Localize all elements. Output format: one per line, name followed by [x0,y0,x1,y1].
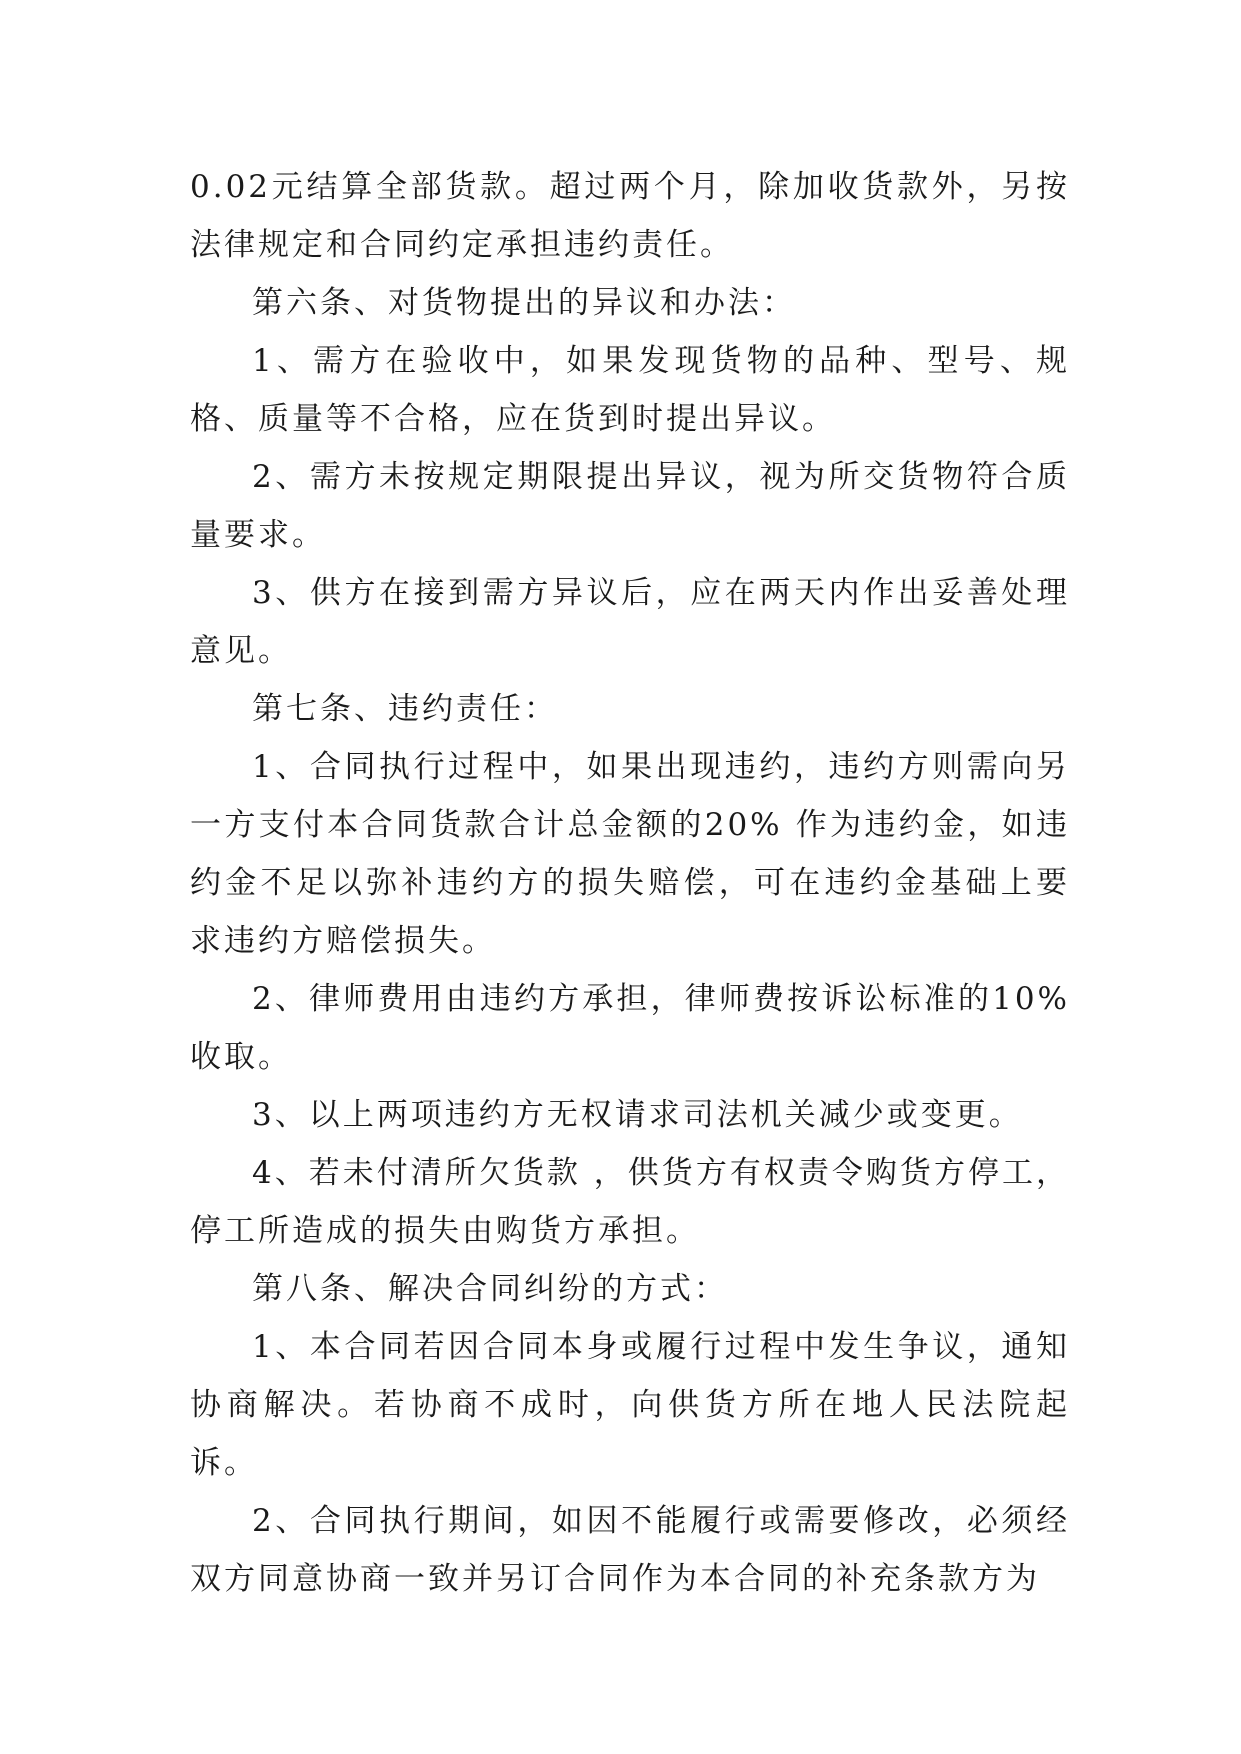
paragraph-article-8-item-2: 2、合同执行期间，如因不能履行或需要修改，必须经双方同意协商一致并另订合同作为本合同的补充条款方为 [190,1503,1070,1597]
paragraph-article-7-item-1: 1、合同执行过程中，如果出现违约，违约方则需向另一方支付本合同货款合计总金额的20% 作为违约金，如违约金不足以弥补违约方的损失赔偿，可在违约金基础上要求违约方赔偿损失。 [190,749,1070,959]
paragraph-article-6-item-2: 2、需方未按规定期限提出异议，视为所交货物符合质量要求。 [190,459,1070,553]
paragraph-article-6-item-3: 3、供方在接到需方异议后，应在两天内作出妥善处理意见。 [190,575,1070,669]
paragraph-payment-continuation: 0.02元结算全部货款。超过两个月，除加收货款外，另按法律规定和合同约定承担违约责任。 [190,169,1070,263]
heading-article-7: 第七条、违约责任： [252,691,558,727]
paragraph-article-7-item-2: 2、律师费用由违约方承担，律师费按诉讼标准的10%收取。 [190,981,1070,1075]
paragraph-article-7-item-4: 4、若未付清所欠货款 ，供货方有权责令购货方停工，停工所造成的损失由购货方承担。 [190,1155,1070,1249]
heading-article-6: 第六条、对货物提出的异议和办法： [252,285,796,321]
paragraph-article-8-item-1: 1、本合同若因合同本身或履行过程中发生争议，通知协商解决。若协商不成时，向供货方所在地人民法院起诉。 [190,1329,1070,1481]
paragraph-article-6-item-1: 1、需方在验收中，如果发现货物的品种、型号、规格、质量等不合格，应在货到时提出异议。 [190,343,1070,437]
heading-article-8: 第八条、解决合同纠纷的方式： [252,1271,728,1307]
document-body [190,158,1070,1608]
paragraph-article-7-item-3: 3、以上两项违约方无权请求司法机关减少或变更。 [252,1097,1023,1133]
